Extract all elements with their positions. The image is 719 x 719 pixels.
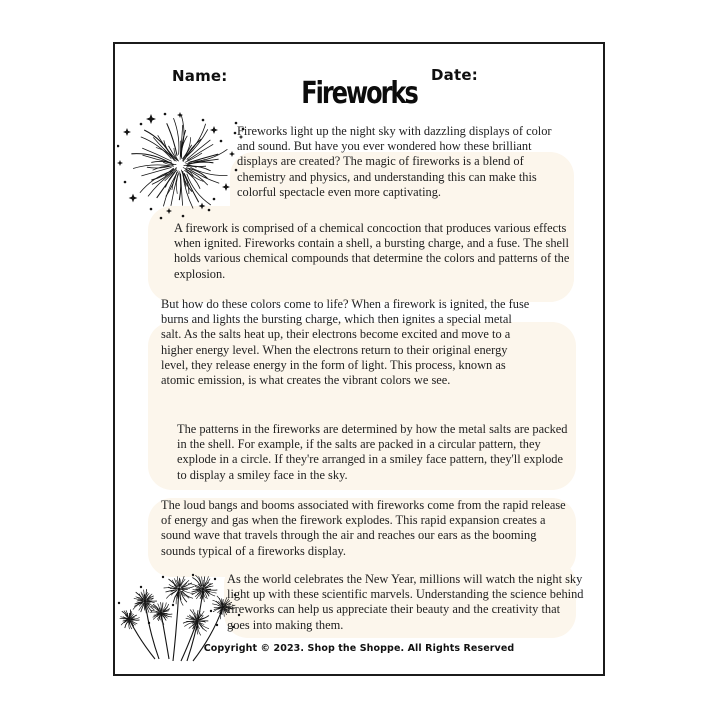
name-label: Name: (172, 67, 228, 85)
paragraph-closing: As the world celebrates the New Year, millions will watch the night sky light up with these scientific marvels. Understanding the science behind fireworks can help us appreciate their beauty and the creativity that goes into making them. (227, 572, 584, 632)
paragraph-intro: Fireworks light up the night sky with dazzling displays of color and sound. But have you ever wondered how these brilliant displays are created? The magic of fireworks is a blend of chemistry and physics, and understanding this can make this colorful spectacle even more captivating. (237, 124, 552, 199)
date-label: Date: (431, 66, 478, 84)
firework-burst-icon (117, 110, 247, 222)
paragraph-sound: The loud bangs and booms associated with fireworks come from the rapid release of energy and gas when the firework explodes. This rapid expansion creates a sound wave that travels through the air and reaches our ears as the booming sounds typical of a fireworks display. (161, 498, 566, 558)
paragraph-composition: A firework is comprised of a chemical concoction that produces various effects when ignited. Fireworks contain a shell, a bursting charge, and a fuse. The shell holds various chemical compounds that determine the colors and patterns of the explosion. (174, 221, 570, 281)
paragraph-colors: But how do these colors come to life? When a firework is ignited, the fuse burns and lights the bursting charge, which then ignites a special metal salt. As the salts heat up, their electrons become excited and move to a higher energy level. When the electrons return to their original energy level, they release energy in the form of light. This process, known as atomic emission, is what creates the vibrant colors we see. (161, 297, 530, 388)
worksheet-page (113, 42, 605, 676)
page-title: Fireworks (301, 76, 417, 111)
copyright-text: Copyright © 2023. Shop the Shoppe. All Rights Reserved (203, 643, 515, 654)
paragraph-patterns: The patterns in the fireworks are determined by how the metal salts are packed in the shell. For example, if the salts are packed in a circular pattern, they explode in a circle. If they're arranged in a smiley face pattern, they'll explode to display a smiley face in the sky. (177, 422, 568, 482)
